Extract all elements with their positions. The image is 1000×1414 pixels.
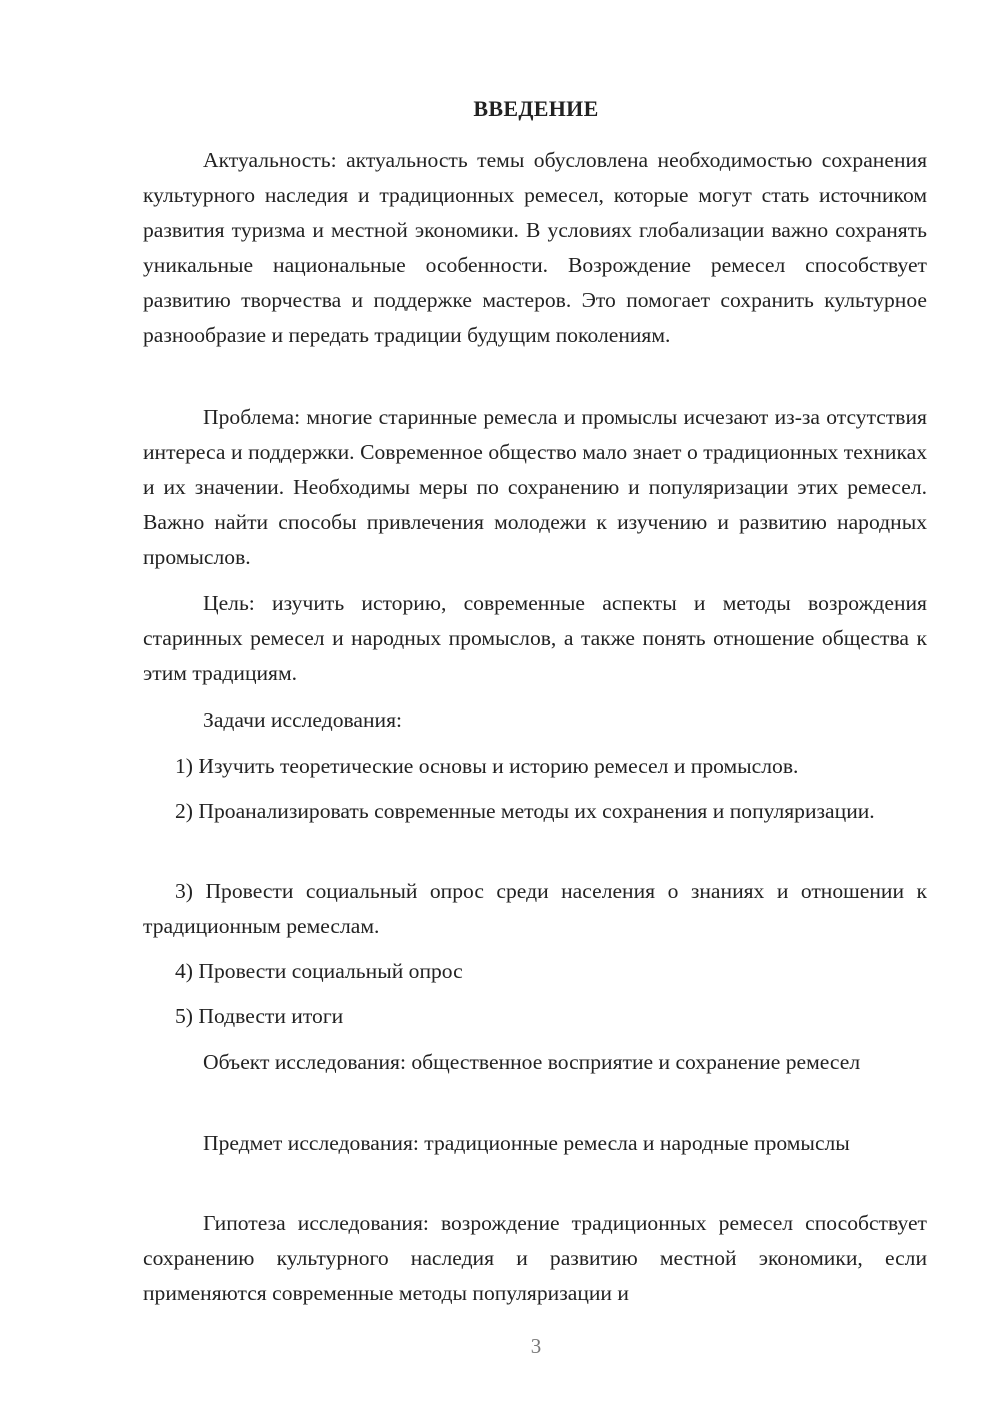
task-item-1: 1) Изучить теоретические основы и историю ремесел и промыслов. (175, 754, 799, 778)
task-item-5: 5) Подвести итоги (175, 1004, 344, 1028)
subject-paragraph: Предмет исследования: традиционные ремесла и народные промыслы (203, 1131, 850, 1155)
object-paragraph: Объект исследования: общественное восприятие и сохранение ремесел (203, 1050, 861, 1074)
relevance-paragraph: Актуальность: актуальность темы обусловлена необходимостью сохранения культурного наследия и традиционных ремесел, которые могут стать источником развития туризма и местной экономики. В условиях глобализации важно сохранять уникальные национальные особенности. Возрождение ремесел способствует развитию творчества и поддержке мастеров. Это помогает сохранить культурное разнообразие и передать традиции будущим поколениям. (143, 148, 927, 347)
task-item-4: 4) Провести социальный опрос (175, 959, 463, 983)
task-item-3: 3) Провести социальный опрос среди населения о знаниях и отношении к традиционным ремеслам. (143, 879, 927, 938)
goal-paragraph: Цель: изучить историю, современные аспекты и методы возрождения старинных ремесел и народных промыслов, а также понять отношение общества к этим традициям. (143, 591, 927, 685)
problem-paragraph: Проблема: многие старинные ремесла и промыслы исчезают из-за отсутствия интереса и поддержки. Современное общество мало знает о традиционных техниках и их значении. Необходимы меры по сохранению и популяризации этих ремесел. Важно найти способы привлечения молодежи к изучению и развитию народных промыслов. (143, 405, 927, 569)
page-title: ВВЕДЕНИЕ (473, 96, 599, 121)
task-item-2: 2) Проанализировать современные методы их сохранения и популяризации. (175, 799, 875, 823)
page-number: 3 (530, 1334, 542, 1358)
hypothesis-paragraph: Гипотеза исследования: возрождение традиционных ремесел способствует сохранению культурного наследия и развитию местной экономики, если применяются современные методы популяризации и (143, 1211, 927, 1305)
tasks-heading: Задачи исследования: (203, 708, 403, 732)
